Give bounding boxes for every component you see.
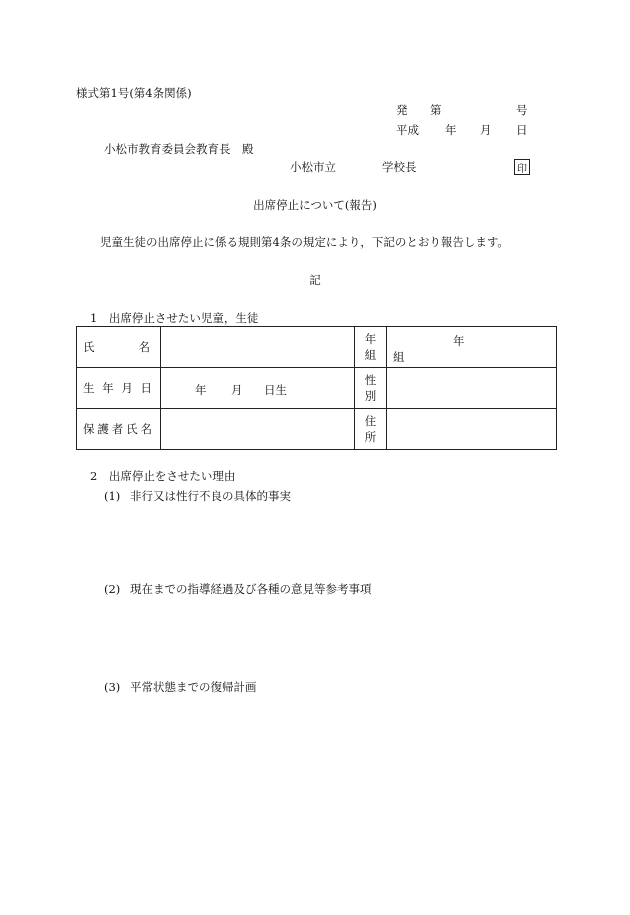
date-day: 日 <box>516 123 528 137</box>
addressee: 小松市教育委員会教育長 殿 <box>104 142 254 156</box>
guardian-label-cell: 保 護 者 氏 名 <box>77 409 161 450</box>
grade-class-value-cell[interactable] <box>387 327 557 368</box>
document-title: 出席停止について(報告) <box>253 198 377 212</box>
birth-year: 年 <box>195 383 207 397</box>
birth-month: 月 <box>231 383 243 397</box>
issue-go: 号 <box>516 103 528 117</box>
address-label-cell: 住 所 <box>355 409 387 450</box>
birth-suffix: 日生 <box>264 383 287 397</box>
form-number: 様式第1号(第4条関係) <box>76 86 192 100</box>
sender-city: 小松市立 <box>290 160 336 174</box>
name-value-cell[interactable] <box>161 327 355 368</box>
ki-heading: 記 <box>309 273 321 287</box>
gender-value-cell[interactable] <box>387 368 557 409</box>
guardian-value-cell[interactable] <box>161 409 355 450</box>
date-era: 平成 <box>396 123 419 137</box>
reason-item-1: (1) 非行又は性行不良の具体的事実 <box>104 489 291 503</box>
sender-school-head: 学校長 <box>382 160 417 174</box>
name-label-cell: 氏 名 <box>77 327 161 368</box>
reason-item-3: (3) 平常状態までの復帰計画 <box>104 680 257 694</box>
class-value: 組 <box>393 350 405 364</box>
lead-text: 児童生徒の出席停止に係る規則第4条の規定により，下記のとおり報告します。 <box>100 235 509 249</box>
grade-class-label-cell: 年 組 <box>355 327 387 368</box>
reason-item-2: (2) 現在までの指導経過及び各種の意見等参考事項 <box>104 582 372 596</box>
student-info-table <box>76 326 557 450</box>
address-value-cell[interactable] <box>387 409 557 450</box>
date-month: 月 <box>480 123 492 137</box>
issue-hatsu: 発 <box>396 103 408 117</box>
section1-heading: 1 出席停止させたい児童，生徒 <box>90 311 259 325</box>
birthdate-value-cell[interactable] <box>161 368 355 409</box>
gender-label-cell: 性 別 <box>355 368 387 409</box>
section2-heading: 2 出席停止をさせたい理由 <box>90 469 236 483</box>
date-year: 年 <box>445 123 457 137</box>
seal-mark: 印 <box>514 159 530 175</box>
sender-line <box>290 160 417 174</box>
birthdate-label-cell: 生 年 月 日 <box>77 368 161 409</box>
grade-value: 年 <box>453 334 465 348</box>
issue-dai: 第 <box>430 103 442 117</box>
